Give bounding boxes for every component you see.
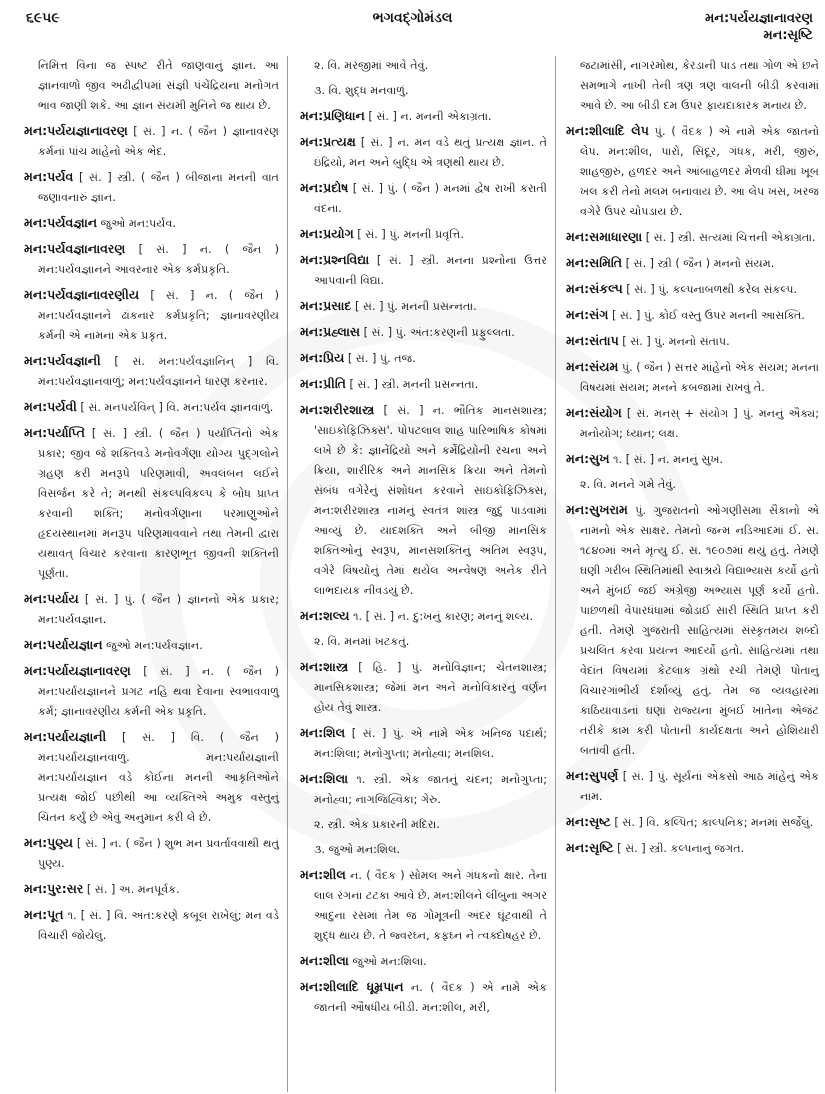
dictionary-entry — [24, 239, 279, 280]
headword: મન:સંગ — [566, 307, 609, 322]
grammar-info: [ સં. ] વિ. ( જૈન ) — [106, 731, 279, 744]
dictionary-entry — [24, 727, 279, 828]
headword: મન:પૂત — [24, 907, 64, 922]
definition: સોમલ અને ગંધકનો ક્ષાર. તેના લાલ રંગના ટટકા આવે છે. મન:શીલને લીંબુના અગર આદુના રસમાં તેમ જ ગોમૂત્રની અંદર ઘૂંટવાથી તે શુદ્ધ થાય છે. તે જ્વરઘ્ન, કફઘ્ન ને ત્વક્દોષહર છે. — [314, 869, 547, 942]
definition: મનનું ઐક્ય; મનોયોગ; ધ્યાન; લક્ષ. — [580, 407, 819, 440]
dictionary-entry — [566, 121, 819, 222]
definition: પર્યાપ્તિનો એક પ્રકાર; જીવ જે શક્તિવડે મનોવર્ગણા યોગ્ય પુદ્ગલોને ગ્રહણ કરી મનરૂપે પરિણમાવી, અવલંબન લઈને વિસર્જન કરે તે; મનથી સંકલ્પવિકલ્પ કે બોધ પ્રાપ્ત કરવાની શક્તિ; મનોવર્ગણાના પરમાણુઓને હૃદયસ્થાનમાં મનરૂપ પરિણમાવવાને તથા તેમની દ્વારા યથાવત્ વિચાર કરવાના કારણભૂત જીવની શક્તિની પૂર્ણતા. — [38, 427, 279, 580]
grammar-info: [ હિ. ] પું. — [348, 661, 433, 674]
grammar-info: પું. ( જૈન ) — [618, 361, 675, 374]
definition: મન વડે થતું પ્રત્યક્ષ જ્ઞાન. તે ઇંદ્રિયો, મન અને બુદ્ધિ એ ત્રણથી થાય છે. — [314, 136, 547, 169]
dictionary-entry — [300, 865, 547, 946]
grammar-info: [ સં. ] પું. — [622, 283, 673, 296]
headword: મન:શિલ — [300, 725, 346, 740]
sense-continuation: ૨. વિ. મનમાં ખટકતું. — [314, 635, 410, 648]
headword: મન:પ્રીતિ — [300, 376, 346, 391]
definition: મનનું સુખ. — [673, 453, 724, 466]
dictionary-entry — [566, 357, 819, 398]
definition: વિ. મન:પર્યવજ્ઞાનવાળું; મન:પર્યવજ્ઞાનને ધારણ કરનાર. — [38, 355, 279, 388]
headword: મન:સુપર્ણ — [566, 768, 619, 783]
dictionary-columns — [0, 56, 825, 1092]
page-number: ૬૯૫૯ — [26, 10, 60, 26]
headword: મન:સંયોગ — [566, 405, 622, 420]
page-header — [0, 0, 825, 52]
headword: મન:સંયમ — [566, 359, 619, 374]
grammar-info: [ સં. મનપર્યવિન્ ] — [76, 401, 167, 414]
dictionary-entry — [24, 905, 279, 946]
column-3 — [556, 56, 825, 1092]
dictionary-entry — [300, 657, 547, 718]
definition: જ્ઞાનનો એક પ્રકાર; મન:પર્યવજ્ઞાન. — [38, 593, 279, 626]
dictionary-entry — [24, 351, 279, 392]
dictionary-entry — [300, 374, 547, 395]
dictionary-entry — [300, 224, 547, 245]
headword: મન:પ્રહ્લાસ — [300, 324, 361, 339]
headword: મન:પર્યવ — [24, 169, 74, 184]
dictionary-entry — [24, 423, 279, 584]
definition: મનની પ્રવૃત્તિ. — [403, 228, 464, 241]
headword: મન:શીલાદિ ધૂમ્રપાન — [300, 979, 404, 994]
grammar-info: [ સં. ] ન. — [364, 110, 416, 123]
dictionary-entry — [24, 397, 279, 418]
grammar-info: [ સં. ] પું. ( જૈન ) — [348, 182, 444, 195]
headword: મન:પ્રણિધાન — [300, 108, 365, 123]
grammar-info: [ સં. ] પું. — [351, 300, 402, 313]
headword: મન:પ્રદોષ — [300, 180, 349, 195]
definition: મનનો સંયમ. — [713, 257, 775, 270]
grammar-info: [ સં. ] ન. ( જૈન ) — [130, 665, 279, 678]
dictionary-entry — [300, 769, 547, 810]
grammar-info: [ સં. ] સ્ત્રી ( જૈન ) — [622, 257, 714, 270]
column-2 — [288, 56, 556, 1092]
dictionary-entry — [300, 322, 547, 343]
headword: મન:શીલા — [300, 953, 349, 968]
sense-continuation: ૨. વિ. મનને ગમે તેવું. — [580, 478, 676, 491]
grammar-info: [ સં. ] ન. ( જૈન ) — [125, 243, 279, 256]
definition: મન:પર્યવજ્ઞાનને આવરનાર એક કર્મપ્રકૃતિ. — [38, 263, 230, 276]
sense-continuation: ૨. સ્ત્રી. એક પ્રકારની મદિરા. — [314, 818, 440, 831]
dictionary-entry — [24, 121, 279, 162]
grammar-info: [ સં. ] સ્ત્રી. ( જૈન ) — [73, 171, 186, 184]
dictionary-entry — [566, 403, 819, 444]
headword: મન:સૃષ્ટ — [566, 814, 611, 829]
definition: કોઈ વસ્તુ ઉપર મનની આસક્તિ. — [658, 309, 805, 322]
headword: મન:પર્યવજ્ઞાન — [24, 215, 98, 230]
headword: મન:શીલ — [300, 867, 346, 882]
headword: મન:પુણ્ય — [24, 835, 74, 850]
grammar-info: [ સં. ] સ્ત્રી. — [345, 378, 403, 391]
definition: દુ:ખનું કારણ; મનનું શલ્ય. — [413, 610, 534, 623]
grammar-info: ૧. [ સં. ] — [63, 909, 115, 922]
dictionary-entry — [24, 213, 279, 234]
headword: મન:પર્યાપ્તિ — [24, 425, 85, 440]
headword: મન:સમિતિ — [566, 255, 623, 270]
dictionary-entry — [24, 661, 279, 722]
headword: મન:પ્રિય — [300, 350, 345, 365]
headword: મન:પર્યાય — [24, 591, 79, 606]
guide-word-first: મન:પર્યયજ્ઞાનાવરણ — [705, 11, 813, 26]
headword: મન:પ્રશ્નવિદ્યા — [300, 252, 370, 267]
book-title: ભગવદ્ગોમંડલ — [372, 10, 453, 26]
definition: મનના પ્રશ્નોના ઉત્તર આપવાની વિદ્યા. — [314, 254, 547, 287]
headword: મન:સુખરામ — [566, 502, 628, 517]
headword: મન:શલ્ય — [300, 608, 350, 623]
grammar-info: ૧. [ સં. ] ન. — [609, 453, 674, 466]
definition: મનમાં દ્વેષ રાખી કરાતી વંદના. — [314, 182, 547, 215]
dictionary-entry — [566, 279, 819, 300]
grammar-info: [ સં. ] ન. ( જૈન ) — [127, 125, 233, 138]
headword: મન:સંકલ્પ — [566, 281, 623, 296]
definition: મન:પર્યાયજ્ઞાનને પ્રગટ નહિ થવા દેવાના સ્વભાવવાળું કર્મ; જ્ઞાનાવરણીય કર્મની એક પ્રકૃતિ. — [38, 685, 279, 718]
dictionary-entry — [566, 812, 819, 833]
definition: જુઓ મન:શિલા. — [352, 955, 427, 968]
definition: કલ્પનાનું જગત. — [670, 842, 745, 855]
dictionary-entry — [24, 167, 279, 208]
definition: એ નામે એક ખનિજ પદાર્થ; મન:શિલા; મનોગુપ્તા; મનોહ્વા; મનશિલ. — [314, 727, 548, 760]
grammar-info: [ સં. ] પું. — [618, 770, 673, 783]
guide-word-last: મન:સૃષ્ટિ — [763, 28, 813, 43]
definition: એ નામે એક જાતનો લેપ. મન:શીલ, પારો, સિંદૂર, ગંધક, મરી, જીરું, શાહજીરું, હળદર અને આંબાહળદર મેળવી ઘીમાં ખૂબ ખલ કરી તેનો મલમ બનાવાય છે. આ લેપ ખસ, ખરજ વગેરે ઉપર ચોપડાય છે. — [580, 125, 819, 218]
definition: અંત:કરણની પ્રફુલ્લતા. — [410, 326, 515, 339]
grammar-info: [ સં. ] પું. — [608, 309, 659, 322]
sense-continuation: ૩. વિ. શુદ્ધ મનવાળું. — [314, 84, 409, 97]
grammar-info: [ સં. ] પું. — [345, 727, 411, 740]
definition: બીજાના મનની વાત જણાવનારું જ્ઞાન. — [38, 171, 279, 204]
grammar-info: [ સં. ] સ્ત્રી. ( જૈન ) — [84, 427, 208, 440]
headword: મન:પુર:સર — [24, 881, 84, 896]
headword: મન:પર્યાયજ્ઞાનાવરણ — [24, 663, 131, 678]
grammar-info: [ સં. ] સ્ત્રી. — [642, 231, 700, 244]
definition: ગુજરાતનો ઓગણીસમા સૈકાનો એ નામનો એક સાક્ષર. તેમનો જન્મ નડિઆદમાં ઈ. સ. ૧૮૪૦માં અને મૃત્યુ ઈ. સ. ૧૯૦૭માં થયું હતું. તેમણે ઘણી ગરીબ સ્થિતિમાંથી સ્વાશ્રયે વિદ્યાભ્યાસ કર્યો હતો અને મુંબઈ જઈ અંગ્રેજી અભ્યાસ પૂર્ણ કર્યો હતો. પાછળથી વેપારધંધામાં જોડાઈ સારી સ્થિતિ પ્રાપ્ત કરી હતી. તેમણે ગુજરાતી સાહિત્યમાં સંસ્કૃતમય શબ્દો પ્રચલિત કરવા પ્રયત્ન આદર્યો હતો. સાહિત્યમાં તથા વેદાંત વિષયમાં કેટલાક ગ્રંથો રચી તેમણે પોતાનું વિચારગાંભીર્ય દર્શાવ્યું હતું. તેમ જ વ્યવહારમાં કાઠિયાવાડનાં ઘણાં રાજ્યના મુંબઈ ખાતેના એજંટ તરીકે કામ કરી પોતાની કાર્યદક્ષતા અને હોશિયારી બતાવી હતી. — [580, 504, 819, 757]
grammar-info: [ સં. મનસ્ + સંયોગ ] પું. — [621, 407, 759, 420]
grammar-info: પું. ( વૈદક ) — [648, 125, 719, 138]
dictionary-entry — [300, 977, 547, 1018]
guide-words — [705, 10, 813, 44]
headword: મન:પર્યવી — [24, 399, 77, 414]
definition: એ નામે એક જાતની ઔષધીય બીડી. મન:શીલ, મરી, — [314, 981, 547, 1014]
dictionary-entry — [24, 833, 279, 874]
dictionary-entry — [300, 178, 547, 219]
headword: મન:પર્યવજ્ઞાનાવરણીય — [24, 287, 140, 302]
dictionary-entry — [566, 253, 819, 274]
headword: મન:શાસ્ત્ર — [300, 659, 349, 674]
definition: મન:પર્યવજ્ઞાનને ઢાંકનાર કર્મપ્રકૃતિ; જ્ઞાનાવરણીય કર્મની એ નામના એક પ્રકૃત. — [38, 309, 279, 342]
grammar-info: [ સં. ] સ્ત્રી. — [613, 842, 671, 855]
headword: મન:શિલા — [300, 771, 349, 786]
definition: જ્ઞાનાવરણ કર્મનાં પાંચ માંહેનો એક ભેદ. — [38, 125, 279, 158]
grammar-info: [ સં. ] પું. — [344, 352, 395, 365]
headword: મન:પર્યાયજ્ઞાન — [24, 637, 103, 652]
grammar-info: પું. — [627, 504, 654, 517]
definition: સત્તર માંહેનો એક સંયમ; મનના વિષયમાં સંયમ; મનને કબજામાં રાખવું તે. — [580, 361, 819, 394]
dictionary-entry — [24, 879, 279, 900]
entry-continuation: જટામાંસી, નાગરમોથ, કેરડાની પાડ તથા ગોળ એ છને સમભાગે નાખી તેની ત્રણ ત્રણ વાલની બીડી કરવામાં આવે છે. આ બીડી દમ ઉપર ફાયદાકારક મનાય છે. — [580, 59, 819, 112]
headword: મન:પર્યવજ્ઞાની — [24, 353, 101, 368]
dictionary-entry — [566, 227, 819, 248]
dictionary-entry — [300, 723, 547, 764]
dictionary-entry — [300, 132, 547, 173]
definition: વિ. મન:પર્યવ જ્ઞાનવાળું. — [166, 401, 274, 414]
dictionary-entry — [300, 106, 547, 127]
definition: મન:પર્યાયજ્ઞાનવાળું. મન:પર્યાયજ્ઞાની મન:પર્યાયજ્ઞાન વડે કોઈના મનની આકૃતિઓને પ્રત્યક્ષ જોઈ પછીથી આ વ્યક્તિએ અમુક વસ્તુનું ચિંતન કર્યું છે એવું અનુમાન કરી લે છે. — [38, 751, 279, 824]
dictionary-entry — [300, 296, 547, 317]
headword: મન:સૃષ્ટિ — [566, 840, 614, 855]
dictionary-entry — [566, 305, 819, 326]
dictionary-entry — [24, 635, 279, 656]
grammar-info: [ સં. ] સ્ત્રી. — [369, 254, 447, 267]
definition: ભૌતિક માનસશાસ્ત્ર; 'સાઇકોફિઝિક્સ'. પોપટલાલ શાહ પારિભાષિક કોષમાં લખે છે કે: જ્ઞાનેંદ્રિયો અને કર્મેંદ્રિયોની રચના અને ક્રિયા, શારીરિક અને માનસિક ક્રિયા અને તેમનો સંબંધ વગેરેનું સંશોધન કરવાને સાઇકોફિઝિક્સ, મન:શરીરશાસ્ત્ર નામનું સ્વતંત્ર શાસ્ત્ર જુદું પાડવામાં આવ્યું છે. યાદશક્તિ અને બીજી માનસિક શક્તિઓનું સ્વરૂપ, માનસશક્તિનું અંતિમ સ્વરૂપ, વગેરે વિષયોનું તેમાં થયેલ અન્વેષણ અનેક રીતે લાભદાયક નીવડયું છે. — [314, 404, 547, 597]
definition: મનની પ્રસન્નતા. — [401, 300, 477, 313]
headword: મન:પ્રત્યક્ષ — [300, 134, 356, 149]
sense-continuation: ૩. જુઓ મન:શિલ. — [314, 843, 401, 856]
definition: શુભ મન પ્રવર્તાવવાથી થતું પુણ્ય. — [38, 837, 279, 870]
definition: મનની એકાગ્રતા. — [415, 110, 492, 123]
grammar-info: [ સં. મન:પર્યવજ્ઞાનિન્ ] — [100, 355, 266, 368]
grammar-info: [ સં. ] પું. — [618, 335, 669, 348]
grammar-info: [ સં. ] વિ. — [610, 816, 663, 829]
headword: મન:પ્રયોગ — [300, 226, 354, 241]
definition: વિ. અંત:કરણે કબૂલ રાખેલું; મન વડે વિચારી જોયેલું. — [38, 909, 279, 942]
headword: મન:શરીરશાસ્ત્ર — [300, 402, 375, 417]
headword: મન:પ્રસાદ — [300, 298, 352, 313]
grammar-info: [ સં. ] ન. ( જૈન ) — [139, 289, 279, 302]
headword: મન:શીલાદિ લેપ — [566, 123, 649, 138]
dictionary-entry — [566, 838, 819, 859]
headword: મન:સમાધારણા — [566, 229, 643, 244]
entry-continuation: નિમિત્ત વિના જ સ્પષ્ટ રીતે જાણવાનું જ્ઞાન. આ જ્ઞાનવાળો જીવ અઢીદ્વીપમાં સંજ્ઞી પંચેંદ્રિયના મનોગત ભાવ જાણી શકે. આ જ્ઞાન સંયમી મુનિને જ થાય છે. — [38, 59, 279, 112]
grammar-info: ન. ( વૈદક ) — [345, 869, 409, 882]
dictionary-entry — [566, 449, 819, 470]
definition: મનનો સંતાપ. — [668, 335, 730, 348]
grammar-info: [ સં. ] ન. ( જૈન ) — [73, 837, 165, 850]
dictionary-entry — [300, 606, 547, 627]
headword: મન:પર્યાયજ્ઞાની — [24, 729, 107, 744]
definition: મનોવિજ્ઞાન; ચેતનશાસ્ત્ર; માનસિકશાસ્ત્ર; જેમાં મન અને મનોવિકારનું વર્ણન હોય તેવું શાસ્ત્ર. — [314, 661, 547, 714]
dictionary-entry — [300, 348, 547, 369]
sense-continuation: ૨. વિ. મરજીમાં આવે તેવું. — [314, 59, 429, 72]
definition: તજ. — [394, 352, 416, 365]
headword: મન:પર્યવજ્ઞાનાવરણ — [24, 241, 126, 256]
headword: મન:પર્યયજ્ઞાનાવરણ — [24, 123, 128, 138]
grammar-info: ૧. [ સં. ] ન. — [349, 610, 414, 623]
headword: મન:સંતાપ — [566, 333, 619, 348]
headword: મન:સુખ — [566, 451, 610, 466]
dictionary-entry — [300, 250, 547, 291]
definition: સૂર્યનાં એકસો આઠ માંહેનું એક નામ. — [580, 770, 819, 803]
grammar-info: [ સં. ] પું. ( જૈન ) — [78, 593, 188, 606]
dictionary-entry — [566, 500, 819, 761]
grammar-info: [ સં. ] ન. — [355, 136, 415, 149]
grammar-info: ૧. સ્ત્રી. — [348, 773, 400, 786]
column-1 — [0, 56, 288, 1092]
definition: સત્યમાં ચિત્તની એકાગ્રતા. — [699, 231, 816, 244]
grammar-info: [ સં. ] ન. — [374, 404, 454, 417]
definition: મનપૂર્વક. — [137, 883, 180, 896]
definition: જુઓ મન:પર્યવજ્ઞાન. — [106, 639, 203, 652]
dictionary-entry — [566, 331, 819, 352]
grammar-info: [ સં. ] પું. — [360, 326, 410, 339]
definition: જુઓ મન:પર્યવ. — [100, 217, 176, 230]
grammar-info: [ સં. ] અ. — [83, 883, 138, 896]
dictionary-entry — [566, 766, 819, 807]
dictionary-entry — [24, 285, 279, 346]
dictionary-entry — [24, 589, 279, 630]
definition: એક જાતનું ચંદન; મનોગુપ્તા; મનોહ્વા; નાગજિહ્વિકા; ગેરુ. — [314, 773, 547, 806]
definition: કલ્પિત; કાલ્પનિક; મનમાં સર્જેલું. — [662, 816, 814, 829]
grammar-info: ન. ( વૈદક ) — [403, 981, 482, 994]
dictionary-entry — [300, 951, 547, 972]
definition: કલ્પનાબળથી કરેલ સંકલ્પ. — [672, 283, 798, 296]
dictionary-entry — [300, 400, 547, 601]
definition: મનની પ્રસન્નતા. — [402, 378, 479, 391]
grammar-info: [ સં. ] પું. — [353, 228, 404, 241]
